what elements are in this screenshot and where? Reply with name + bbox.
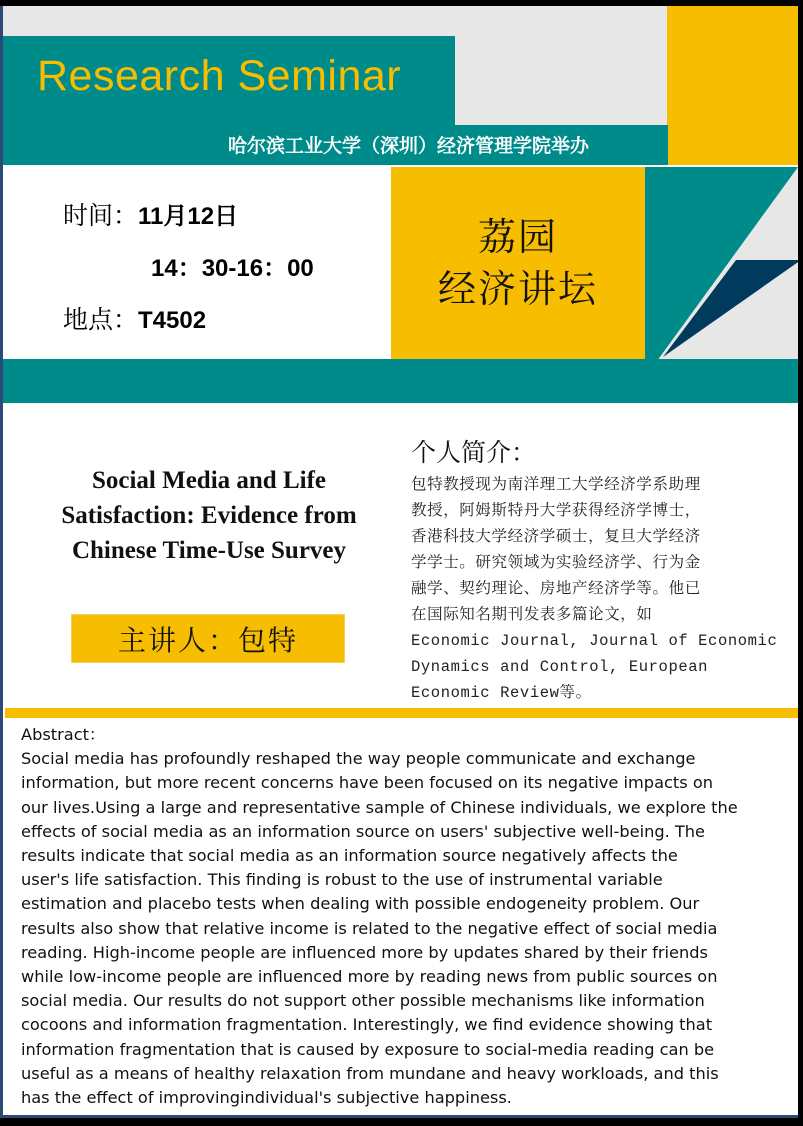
date-row [63, 196, 314, 248]
event-date: 11月12日 [138, 203, 239, 230]
bottom-border [0, 1115, 798, 1118]
organizer-text: 哈尔滨工业大学（深圳）经济管理学院举办 [228, 135, 590, 157]
abstract-line: social media. Our results do not support other possible mechanisms like information [21, 991, 705, 1011]
talk-title-line: Social Media and Life [91, 467, 327, 494]
abstract-line: information, but more recent concerns have been focused on its negative impacts on [21, 773, 713, 793]
abstract-line: information fragmentation that is caused by exposure to social-media reading can be [21, 1039, 715, 1059]
talk-title-line: Chinese Time-Use Survey [71, 537, 347, 564]
bio-heading: 个人简介： [411, 438, 537, 467]
abstract-line: effects of social media as an information source on users' subjective well-being. The [21, 821, 706, 841]
yellow-divider [5, 708, 798, 718]
header-yellow-block [667, 6, 798, 165]
bio-line: Economic Review等。 [411, 684, 592, 702]
forum-name-box [391, 167, 645, 359]
bio-line: Economic Journal, Journal of Economic [411, 632, 778, 650]
abstract-line: our lives.Using a large and representative sample of Chinese individuals, we explore the [21, 797, 738, 817]
event-time: 14：30-16：00 [151, 255, 314, 282]
abstract-line: Social media has profoundly reshaped the way people communicate and exchange [21, 749, 696, 769]
location-row [63, 300, 314, 352]
abstract-line: cocoons and information fragmentation. Interestingly, we find evidence showing that [21, 1015, 713, 1035]
forum-name-line1: 荔园 [477, 215, 558, 259]
abstract-line: results also show that relative income is related to the negative effect of social media [21, 918, 718, 938]
abstract-line: reading. High-income people are influenced more by updates shared by their friends [21, 942, 708, 962]
bio-line: 在国际知名期刊发表多篇论文，如 [411, 606, 653, 624]
abstract-line: useful as a means of healthy relaxation from mundane and heavy workloads, and this [21, 1063, 719, 1083]
bio-line: 包特教授现为南洋理工大学经济学系助理 [411, 476, 701, 494]
forum-name-line2: 经济讲坛 [437, 267, 598, 311]
poster-title: Research Seminar [37, 52, 402, 100]
time-row [63, 248, 314, 300]
abstract-line: while low-income people are influenced more by reading news from public sources on [21, 967, 718, 987]
bio-line: 香港科技大学经济学硕士，复旦大学经济 [411, 528, 701, 546]
speaker-badge: 主讲人：包特 [71, 614, 345, 663]
abstract [21, 723, 791, 1110]
seminar-poster [0, 6, 798, 1118]
geometric-decoration-icon [645, 167, 798, 361]
bio-line: 教授，阿姆斯特丹大学获得经济学博士， [411, 502, 701, 520]
bio-line: 融学、契约理论、房地产经济学等。他已 [411, 580, 701, 598]
event-location: T4502 [138, 307, 207, 334]
abstract-line: user's life satisfaction. This finding is robust to the use of instrumental variable [21, 870, 663, 890]
location-label: 地点： [63, 305, 139, 334]
teal-band [0, 359, 798, 403]
abstract-line: has the effect of improvingindividual's subjective happiness. [21, 1088, 512, 1108]
event-info [63, 196, 314, 352]
abstract-line: estimation and placebo tests when dealing with possible endogeneity problem. Our [21, 894, 700, 914]
abstract-line: results indicate that social media as an information source negatively affects the [21, 846, 678, 866]
bio-line: 学学士。研究领域为实验经济学、行为金 [411, 554, 701, 572]
bio-text [411, 472, 791, 706]
abstract-label: Abstract： [21, 725, 106, 744]
talk-title [23, 463, 395, 568]
time-label: 时间： [63, 201, 139, 230]
talk-title-line: Satisfaction: Evidence from [61, 502, 357, 529]
bio-line: Dynamics and Control, European [411, 658, 709, 676]
